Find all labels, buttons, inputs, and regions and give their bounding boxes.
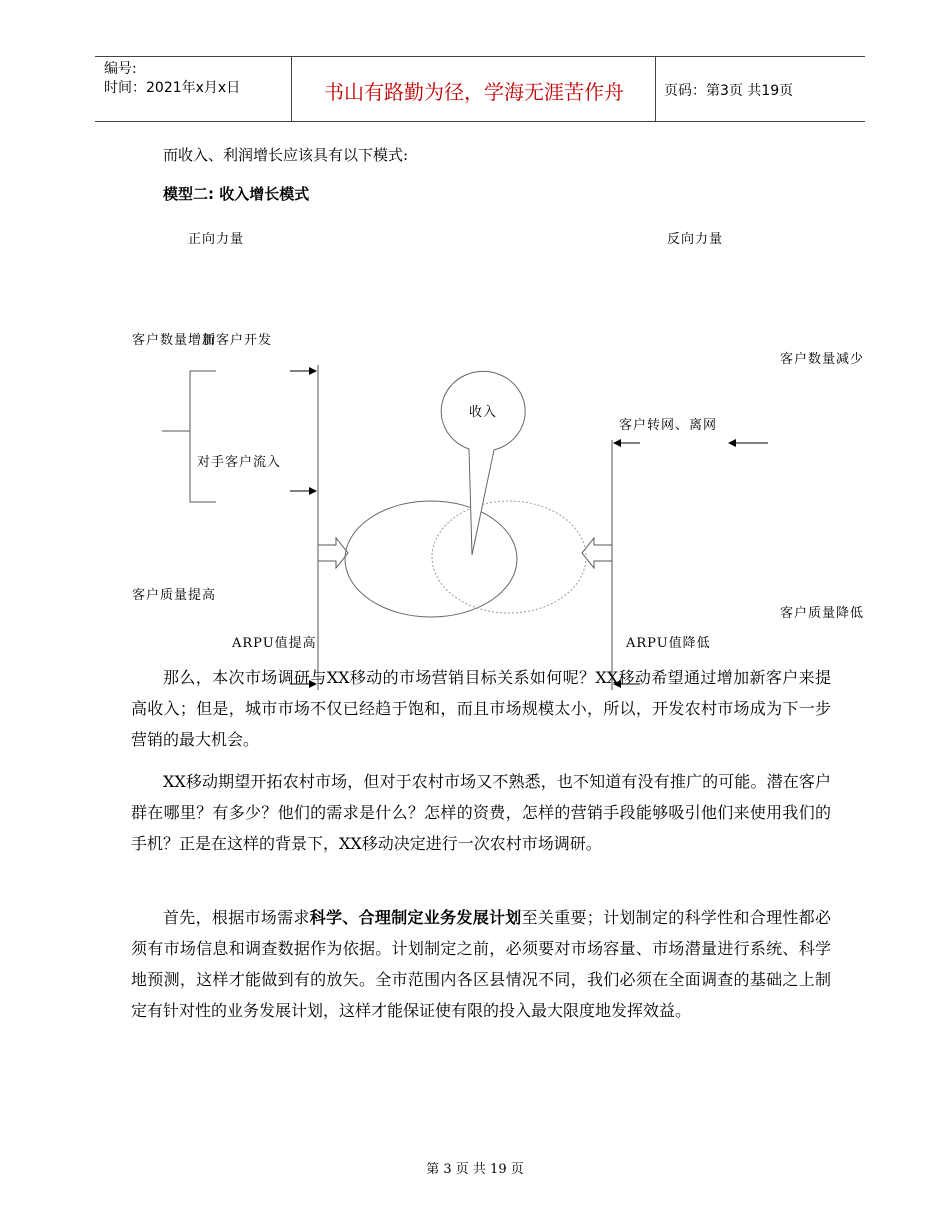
right-block-arrow [582,538,612,568]
paragraph-3-lead: 首先，根据市场需求 [163,908,310,927]
label-quality-down: 客户质量降低 [780,606,865,621]
header-number-label: 编号: [104,61,137,77]
header-motto: 书山有路勤为径，学海无涯苦作舟 [324,80,624,104]
paragraph-1: 那么，本次市场调研与XX移动的市场营销目标关系如何呢？XX移动希望通过增加新客户来提高收入；但是，城市市场不仅已经趋于饱和，而且市场规模太小，所以，开发农村市场成为下一步营销的最大机会。 [131,668,831,749]
label-competitor-inflow: 对手客户流入 [197,455,282,470]
label-arpu-up: ARPU值提高 [232,636,317,651]
label-arpu-down: ARPU值降低 [626,636,711,651]
label-positive-force: 正向力量 [188,232,245,247]
left-ellipse [345,501,517,617]
label-revenue: 收入 [469,405,498,420]
label-churn: 客户转网、离网 [619,418,718,433]
left-bracket [162,371,216,502]
right-ellipse [432,501,586,613]
paragraph-3-emphasis: 科学、合理制定业务发展计划 [309,908,522,927]
label-customer-decrease: 客户数量减少 [780,352,865,367]
header-page-code: 页码：第3页 共19页 [664,83,794,99]
label-customer-increase: 客户数量增加 [132,333,217,348]
label-negative-force: 反向力量 [667,232,724,247]
paragraph-3-rest: 至关重要；计划制定的科学性和合理性都必须有市场信息和调查数据作为依据。计划制定之前，必须要对市场容量、市场潜量进行系统、科学地预测，这样才能做到有的放矢。全市范围内各区县情况不同，我们必须在全面调查的基础之上制定有针对性的业务发展计划，这样才能保证使有限的投入最大限度地发挥效益。 [131,908,831,1020]
label-new-customer-dev: 新客户开发 [202,333,273,348]
paragraph-3 [131,902,831,1026]
page-footer: 第 3 页 共 19 页 [426,1162,524,1177]
label-quality-up: 客户质量提高 [132,588,217,603]
revenue-callout [441,371,525,555]
paragraph-2: XX移动期望开拓农村市场，但对于农村市场又不熟悉，也不知道有没有推广的可能。潜在客户群在哪里？有多少？他们的需求是什么？怎样的资费，怎样的营销手段能够吸引他们来使用我们的手机？正是在这样的背景下，XX移动决定进行一次农村市场调研。 [131,772,831,853]
left-block-arrow [318,538,348,568]
intro-text: 而收入、利润增长应该具有以下模式: [163,146,409,164]
header-time: 时间：2021年x月x日 [104,80,241,96]
model-heading: 模型二: 收入增长模式 [163,185,310,203]
